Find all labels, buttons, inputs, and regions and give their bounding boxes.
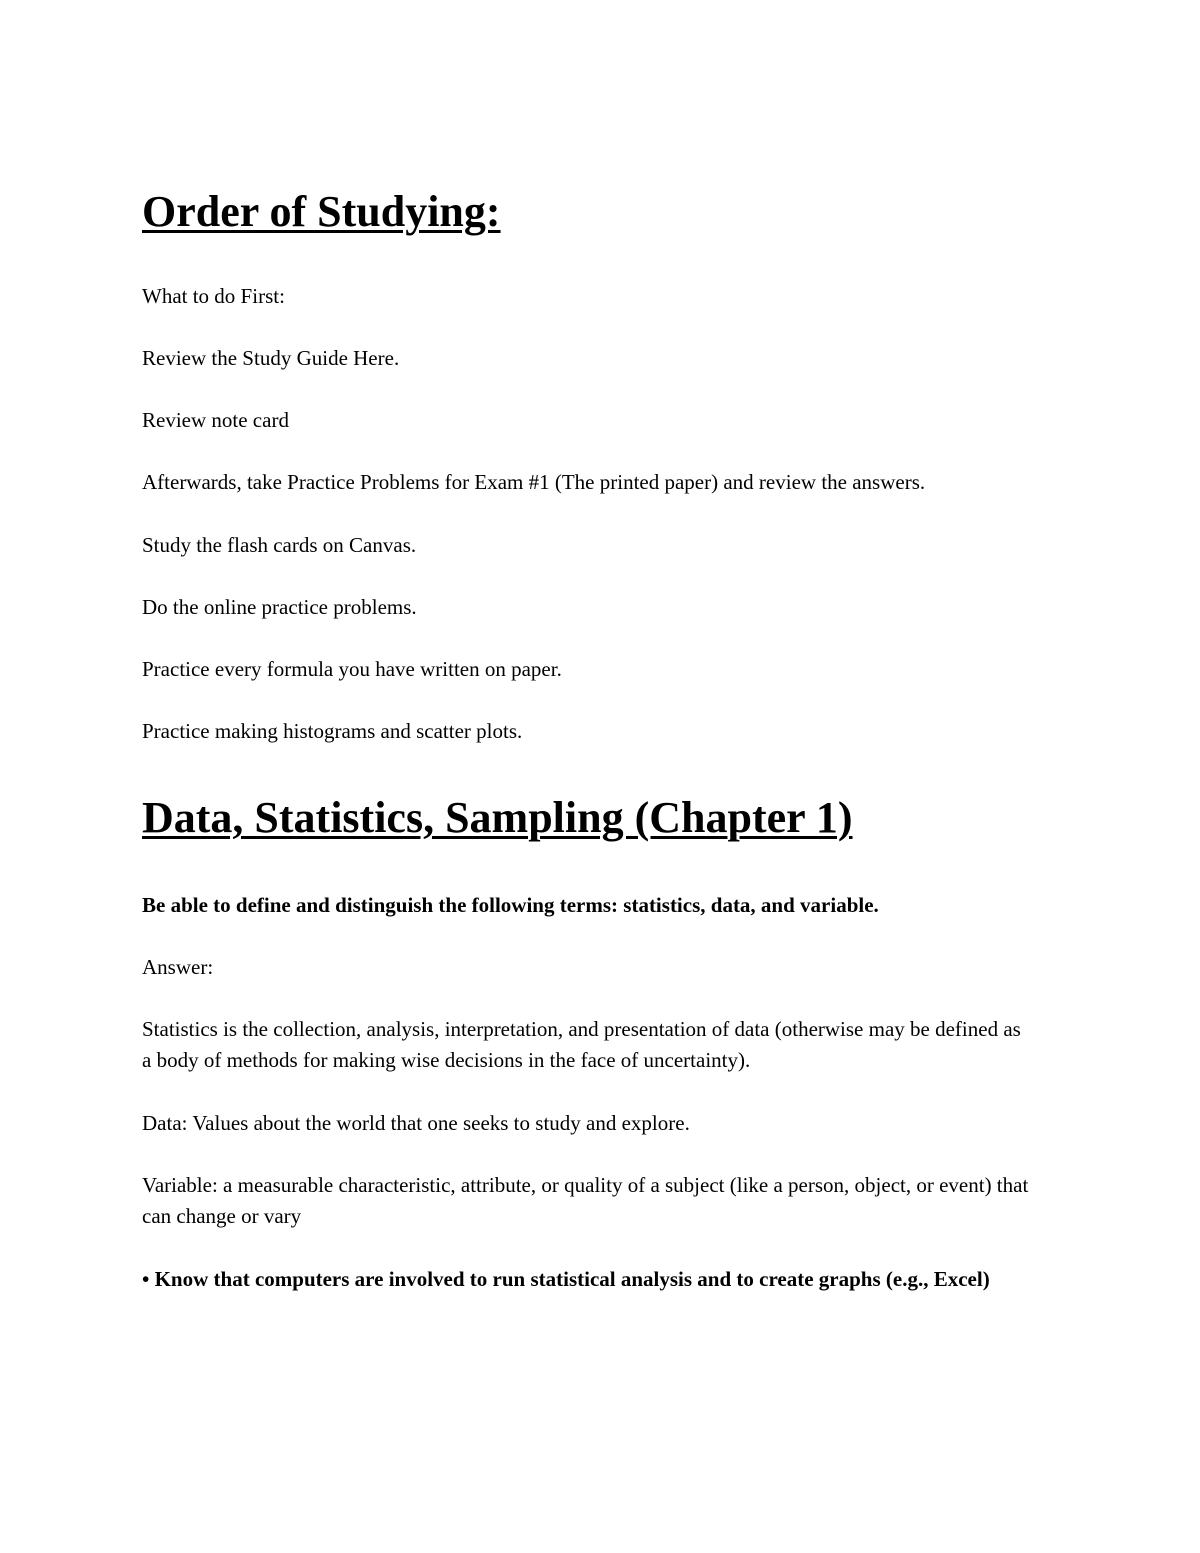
step-review-note-card: Review note card — [142, 408, 289, 432]
statistics-definition: Statistics is the collection, analysis, interpretation, and presentation of data (otherwise may be defined as a body of methods for making wise decisions in the face of uncertainty). — [142, 1017, 1021, 1072]
answer-label: Answer: — [142, 955, 214, 979]
step-histograms: Practice making histograms and scatter plots. — [142, 719, 523, 743]
step-flash-cards: Study the flash cards on Canvas. — [142, 533, 417, 557]
define-prompt: Be able to define and distinguish the following terms: statistics, data, and variable. — [142, 893, 879, 917]
data-definition: Data: Values about the world that one seeks to study and explore. — [142, 1111, 690, 1135]
step-review-study-guide: Review the Study Guide Here. — [142, 346, 400, 370]
step-online-practice: Do the online practice problems. — [142, 595, 417, 619]
step-practice-problems: Afterwards, take Practice Problems for Exam #1 (The printed paper) and review the answers. — [142, 470, 926, 494]
step-what-first: What to do First: — [142, 284, 285, 308]
variable-definition: Variable: a measurable characteristic, attribute, or quality of a subject (like a person, object, or event) that can change or vary — [142, 1173, 1029, 1228]
heading-chapter-1: Data, Statistics, Sampling (Chapter 1) — [142, 793, 853, 842]
computers-bullet: • Know that computers are involved to run statistical analysis and to create graphs (e.g., Excel) — [142, 1267, 990, 1291]
step-practice-formulas: Practice every formula you have written on paper. — [142, 657, 562, 681]
heading-order-of-studying: Order of Studying: — [142, 187, 501, 236]
